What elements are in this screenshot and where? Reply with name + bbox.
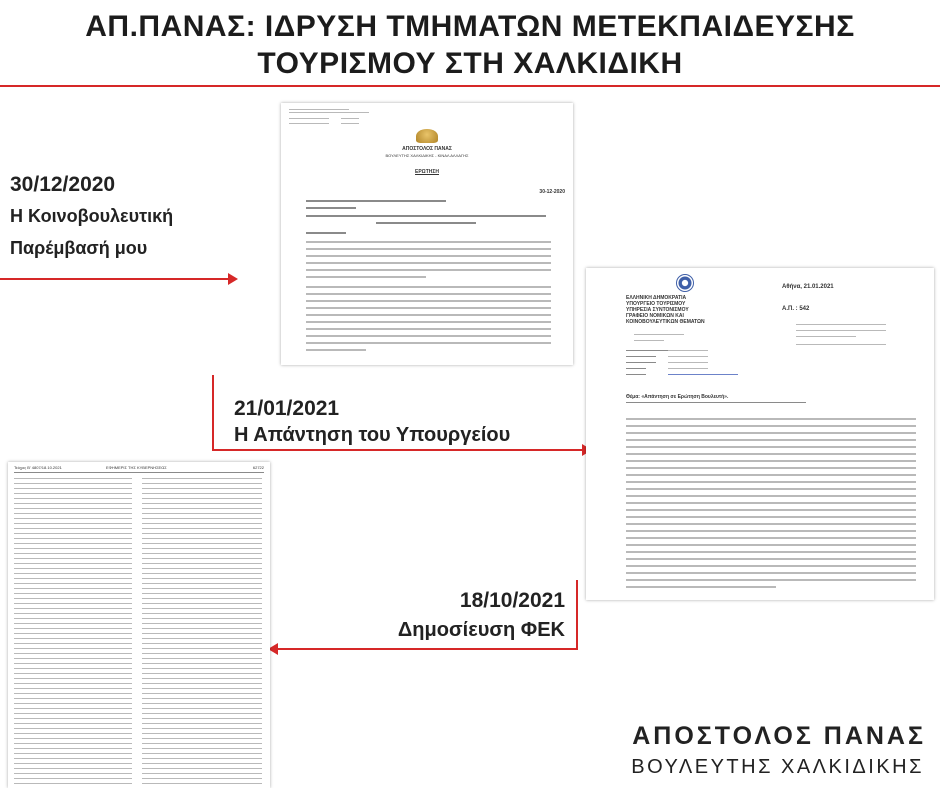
signature-role: ΒΟΥΛΕΥΤΗΣ ΧΑΛΚΙΔΙΚΗΣ xyxy=(631,756,924,778)
arrow-line-2 xyxy=(212,449,582,451)
timeline-1-text-2: Παρέμβασή μου xyxy=(10,238,148,258)
timeline-2-date: 21/01/2021 xyxy=(234,397,340,420)
answer-date: Αθήνα, 21.01.2021 xyxy=(782,284,834,290)
timeline-3-text: Δημοσίευση ΦΕΚ xyxy=(397,619,565,641)
page-title xyxy=(0,8,940,82)
document-fek xyxy=(8,462,270,788)
signature-name: ΑΠΟΣΤΟΛΟΣ ΠΑΝΑΣ xyxy=(632,722,926,750)
arrow-line-1 xyxy=(0,278,228,280)
fek-page-number: 62722 xyxy=(252,465,264,470)
answer-org-5: ΚΟΙΝΟΒΟΥΛΕΥΤΙΚΩΝ ΘΕΜΑΤΩΝ xyxy=(626,319,705,325)
question-role: ΒΟΥΛΕΥΤΗΣ ΧΑΛΚΙΔΙΚΗΣ - ΚΙΝΑΛ ΑΛΛΑΓΗΣ xyxy=(385,153,469,158)
question-party: ΑΠΟΣΤΟΛΟΣ ΠΑΝΑΣ xyxy=(402,146,452,152)
answer-subject: Θέμα: «Απάντηση σε Ερώτηση Βουλευτή». xyxy=(626,394,729,400)
arrow-line-3 xyxy=(278,648,578,650)
greek-state-emblem-icon xyxy=(676,274,694,292)
document-question xyxy=(281,103,573,365)
arrow-head-1 xyxy=(228,273,238,285)
answer-protocol: Α.Π. : 542 xyxy=(782,306,810,312)
answer-org-1: ΕΛΛΗΝΙΚΗ ΔΗΜΟΚΡΑΤΙΑ xyxy=(626,295,687,301)
divider-line-top xyxy=(0,85,940,87)
fek-header-left: Τεύχος Β' 4807/18.10.2021 xyxy=(14,465,62,470)
title-line-2: ΤΟΥΡΙΣΜΟΥ ΣΤΗ ΧΑΛΚΙΔΙΚΗ xyxy=(257,47,683,80)
timeline-1-text-1: Η Κοινοβουλευτική xyxy=(10,206,174,226)
answer-org-2: ΥΠΟΥΡΓΕΙΟ ΤΟΥΡΙΣΜΟΥ xyxy=(626,301,686,307)
document-answer xyxy=(586,268,934,600)
party-emblem-icon xyxy=(416,129,438,143)
title-line-1: ΑΠ.ΠΑΝΑΣ: ΙΔΡΥΣΗ ΤΜΗΜΑΤΩΝ ΜΕΤΕΚΠΑΙΔΕΥΣΗΣ xyxy=(85,10,855,43)
timeline-3-date: 18/10/2021 xyxy=(459,589,565,612)
timeline-2-text: Η Απάντηση του Υπουργείου xyxy=(234,424,511,446)
answer-org-4: ΓΡΑΦΕΙΟ ΝΟΜΙΚΩΝ ΚΑΙ xyxy=(626,313,684,319)
connector-vertical-1 xyxy=(212,375,214,451)
timeline-1-date: 30/12/2020 xyxy=(10,173,116,196)
question-heading: ΕΡΩΤΗΣΗ xyxy=(415,169,439,175)
question-date: 30-12-2020 xyxy=(539,189,565,195)
fek-header-center: ΕΦΗΜΕΡΙΣ ΤΗΣ ΚΥΒΕΡΝΗΣΕΩΣ xyxy=(106,465,167,470)
connector-vertical-2 xyxy=(576,580,578,650)
answer-org-3: ΥΠΗΡΕΣΙΑ ΣΥΝΤΟΝΙΣΜΟΥ xyxy=(626,307,689,313)
